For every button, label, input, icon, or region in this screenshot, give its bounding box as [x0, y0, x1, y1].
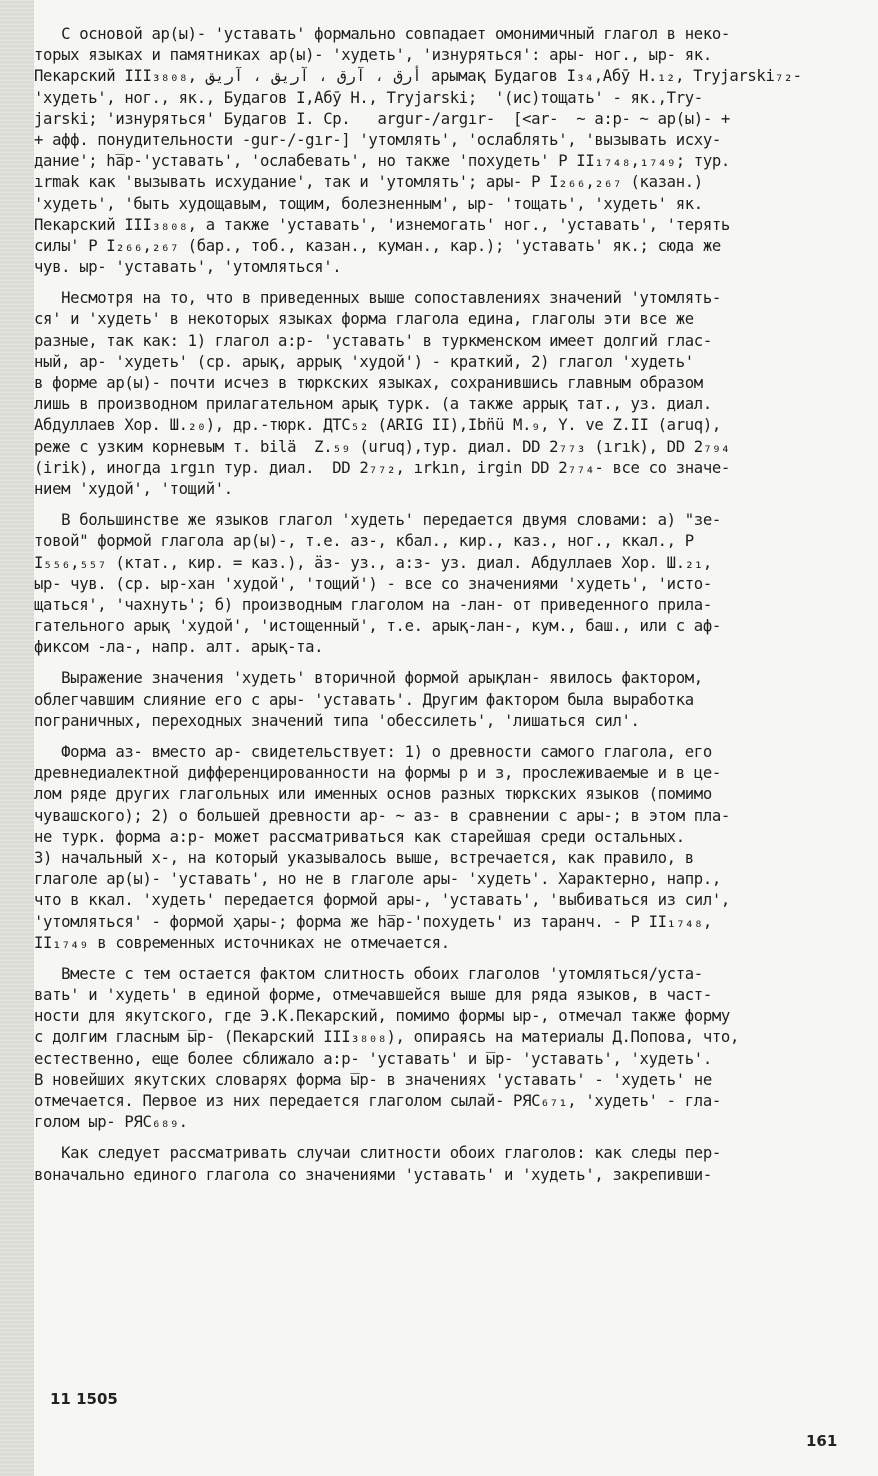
text-line: торых языках и памятниках ар(ы)- 'худеть', 'изнуряться': ары- ног., ыр- як.: [34, 46, 712, 65]
text-line: I₅₅₆,₅₅₇ (ктат., кир. = каз.), ӓз- уз., а:з- уз. диал. Абдуллаев Хор. Ш.₂₁,: [34, 553, 712, 572]
text-line: фиксом -ла-, напр. алт. арық-та.: [34, 638, 324, 657]
text-line: 3) начальный х-, на который указывалось выше, встречается, как правило, в: [34, 848, 694, 867]
text-line: чувашского); 2) о большей древности ар- ~ аз- в сравнении с ары-; в этом пла-: [34, 806, 730, 825]
text-line: (irik), иногда ırgın тур. диал. DD 2₇₇₂, ırkın, irgin DD 2₇₇₄- все со значе-: [34, 458, 730, 477]
text-line: ный, ар- 'худеть' (ср. арық, аррық 'худой') - краткий, 2) глагол 'худеть': [34, 352, 694, 371]
text-line: ыр- чув. (ср. ыр-хан 'худой', 'тощий') - все со значениями 'худеть', 'исто-: [34, 574, 712, 593]
text-line: голом ыр- РЯС₆₈₉.: [34, 1113, 188, 1132]
text-line: лишь в производном прилагательном арық турк. (а также аррық тат., уз. диал.: [34, 395, 712, 414]
text-line: с долгим гласным ы̅р- (Пекарский III₃₈₀₈), опираясь на материалы Д.Попова, что,: [34, 1028, 739, 1047]
signature-mark: 11 1505: [50, 1390, 118, 1408]
text-line: ırmak как 'вызывать исхудание', так и 'утомлять'; ары- P I₂₆₆,₂₆₇ (казан.): [34, 173, 703, 192]
body-text: [34, 24, 864, 1196]
text-line: вать' и 'худеть' в единой форме, отмечавшейся выше для ряда языков, в част-: [34, 986, 712, 1005]
text-line: Пекарский III₃₈₀₈, а также 'уставать', 'изнемогать' ног., 'уставать', 'терять: [34, 215, 730, 234]
text-line: облегчавшим слияние его с ары- 'уставать'. Другим фактором была выработка: [34, 690, 694, 709]
text-line: В новейших якутских словарях форма ы̅р- в значениях 'уставать' - 'худеть' не: [34, 1070, 712, 1089]
text-line: Форма аз- вместо ар- свидетельствует: 1) о древности самого глагола, его: [34, 743, 712, 761]
text-line: чув. ыр- 'уставать', 'утомляться'.: [34, 258, 342, 277]
text-line: ности для якутского, где Э.К.Пекарский, помимо формы ыр-, отмечал также форму: [34, 1007, 730, 1026]
text-line: глаголе ар(ы)- 'уставать', но не в глаголе ары- 'худеть'. Характерно, напр.,: [34, 870, 721, 889]
paragraph: [34, 24, 864, 278]
text-line: щаться', 'чахнуть'; б) производным глаголом на -лан- от приведенного прила-: [34, 595, 712, 614]
paragraph: [34, 288, 864, 500]
text-line: пограничных, переходных значений типа 'обессилеть', 'лишаться сил'.: [34, 711, 640, 730]
text-line: дание'; ha̅р-'уставать', 'ослабевать', но также 'похудеть' P II₁₇₄₈,₁₇₄₉; тур.: [34, 152, 730, 171]
text-line: Выражение значения 'худеть' вторичной формой арықлан- явилось фактором,: [34, 669, 703, 688]
scan-binding-edge: [0, 0, 34, 1476]
text-line: Как следует рассматривать случаи слитности обоих глаголов: как следы пер-: [34, 1144, 721, 1163]
text-line: естественно, еще более сближало а:р- 'уставать' и ы̅р- 'уставать', 'худеть'.: [34, 1049, 712, 1068]
paragraph: [34, 668, 864, 732]
text-line: не турк. форма а:р- может рассматриваться как старейшая среди остальных.: [34, 827, 685, 846]
text-line: 'худеть', 'быть худощавым, тощим, болезненным', ыр- 'тощать', 'худеть' як.: [34, 194, 703, 213]
text-line: Несмотря на то, что в приведенных выше сопоставлениях значений 'утомлять-: [34, 289, 721, 308]
page-number: 161: [806, 1432, 838, 1450]
text-line: II₁₇₄₉ в современных источниках не отмечается.: [34, 933, 450, 952]
text-line: + афф. понудительности -gur-/-gır-] 'утомлять', 'ослаблять', 'вызывать исху-: [34, 130, 721, 149]
text-line: разные, так как: 1) глагол а:р- 'уставать' в туркменском имеет долгий глас-: [34, 331, 712, 350]
text-line: 'худеть', ног., як., Будагов I,Абӯ Н., Tryjarski; '(ис)тощать' - як.,Try-: [34, 88, 703, 107]
text-line: товой" формой глагола ар(ы)-, т.е. аз-, кбал., кир., каз., ног., ккал., P: [34, 532, 694, 551]
text-line: лом ряде других глагольных или именных основ разных тюркских языков (помимо: [34, 785, 712, 804]
paragraph: [34, 742, 864, 954]
text-line: 'утомляться' - формой ҳары-; форма же ha̅р-'похудеть' из таранч. - P II₁₇₄₈,: [34, 912, 712, 931]
text-line: реже с узким корневым т. bilä Z.₅₉ (uruq),тур. диал. DD 2₇₇₃ (ırık), DD 2₇₉₄: [34, 437, 730, 456]
text-line: С основой ар(ы)- 'уставать' формально совпадает омонимичный глагол в неко-: [34, 25, 730, 43]
text-line: В большинстве же языков глагол 'худеть' передается двумя словами: а) "зе-: [34, 511, 721, 530]
text-line: jarski; 'изнуряться' Будагов I. Ср. argur-/argır- [<ar- ~ a:р- ~ ар(ы)- +: [34, 109, 730, 128]
paragraph: [34, 1143, 864, 1185]
text-line: Абдуллаев Хор. Ш.₂₀), др.-тюрк. ДТС₅₂ (ARIG II),Ibn̈ü M.₉, Y. ve Z.II (aruq),: [34, 416, 721, 435]
text-line: в форме ар(ы)- почти исчез в тюркских языках, сохранившись главным образом: [34, 374, 703, 392]
paragraph: [34, 510, 864, 658]
text-line: отмечается. Первое из них передается глаголом сылай- РЯС₆₇₁, 'худеть' - гла-: [34, 1092, 721, 1110]
paragraph: [34, 964, 864, 1134]
text-line: воначально единого глагола со значениями 'уставать' и 'худеть', закрепивши-: [34, 1165, 712, 1184]
text-line: древнедиалектной дифференцированности на формы р и з, прослеживаемые и в це-: [34, 764, 721, 783]
text-line: силы' P I₂₆₆,₂₆₇ (бар., тоб., казан., куман., кар.); 'уставать' як.; сюда же: [34, 236, 721, 255]
text-line: гательного арық 'худой', 'истощенный', т.е. арық-лан-, кум., баш., или с аф-: [34, 617, 721, 636]
text-line: Вместе с тем остается фактом слитность обоих глаголов 'утомляться/уста-: [34, 964, 703, 983]
text-line: Пекарский III₃₈₀₈, أرق ، آرق ، آريق ، آريق арымақ Будагов I₃₄,Абӯ Н.₁₂, Tryjarski₇₂-: [34, 67, 802, 86]
text-line: ся' и 'худеть' в некоторых языках форма глагола едина, глаголы эти все же: [34, 310, 694, 329]
text-line: нием 'худой', 'тощий'.: [34, 479, 233, 498]
text-line: что в ккал. 'худеть' передается формой ары-, 'уставать', 'выбиваться из сил',: [34, 891, 730, 910]
